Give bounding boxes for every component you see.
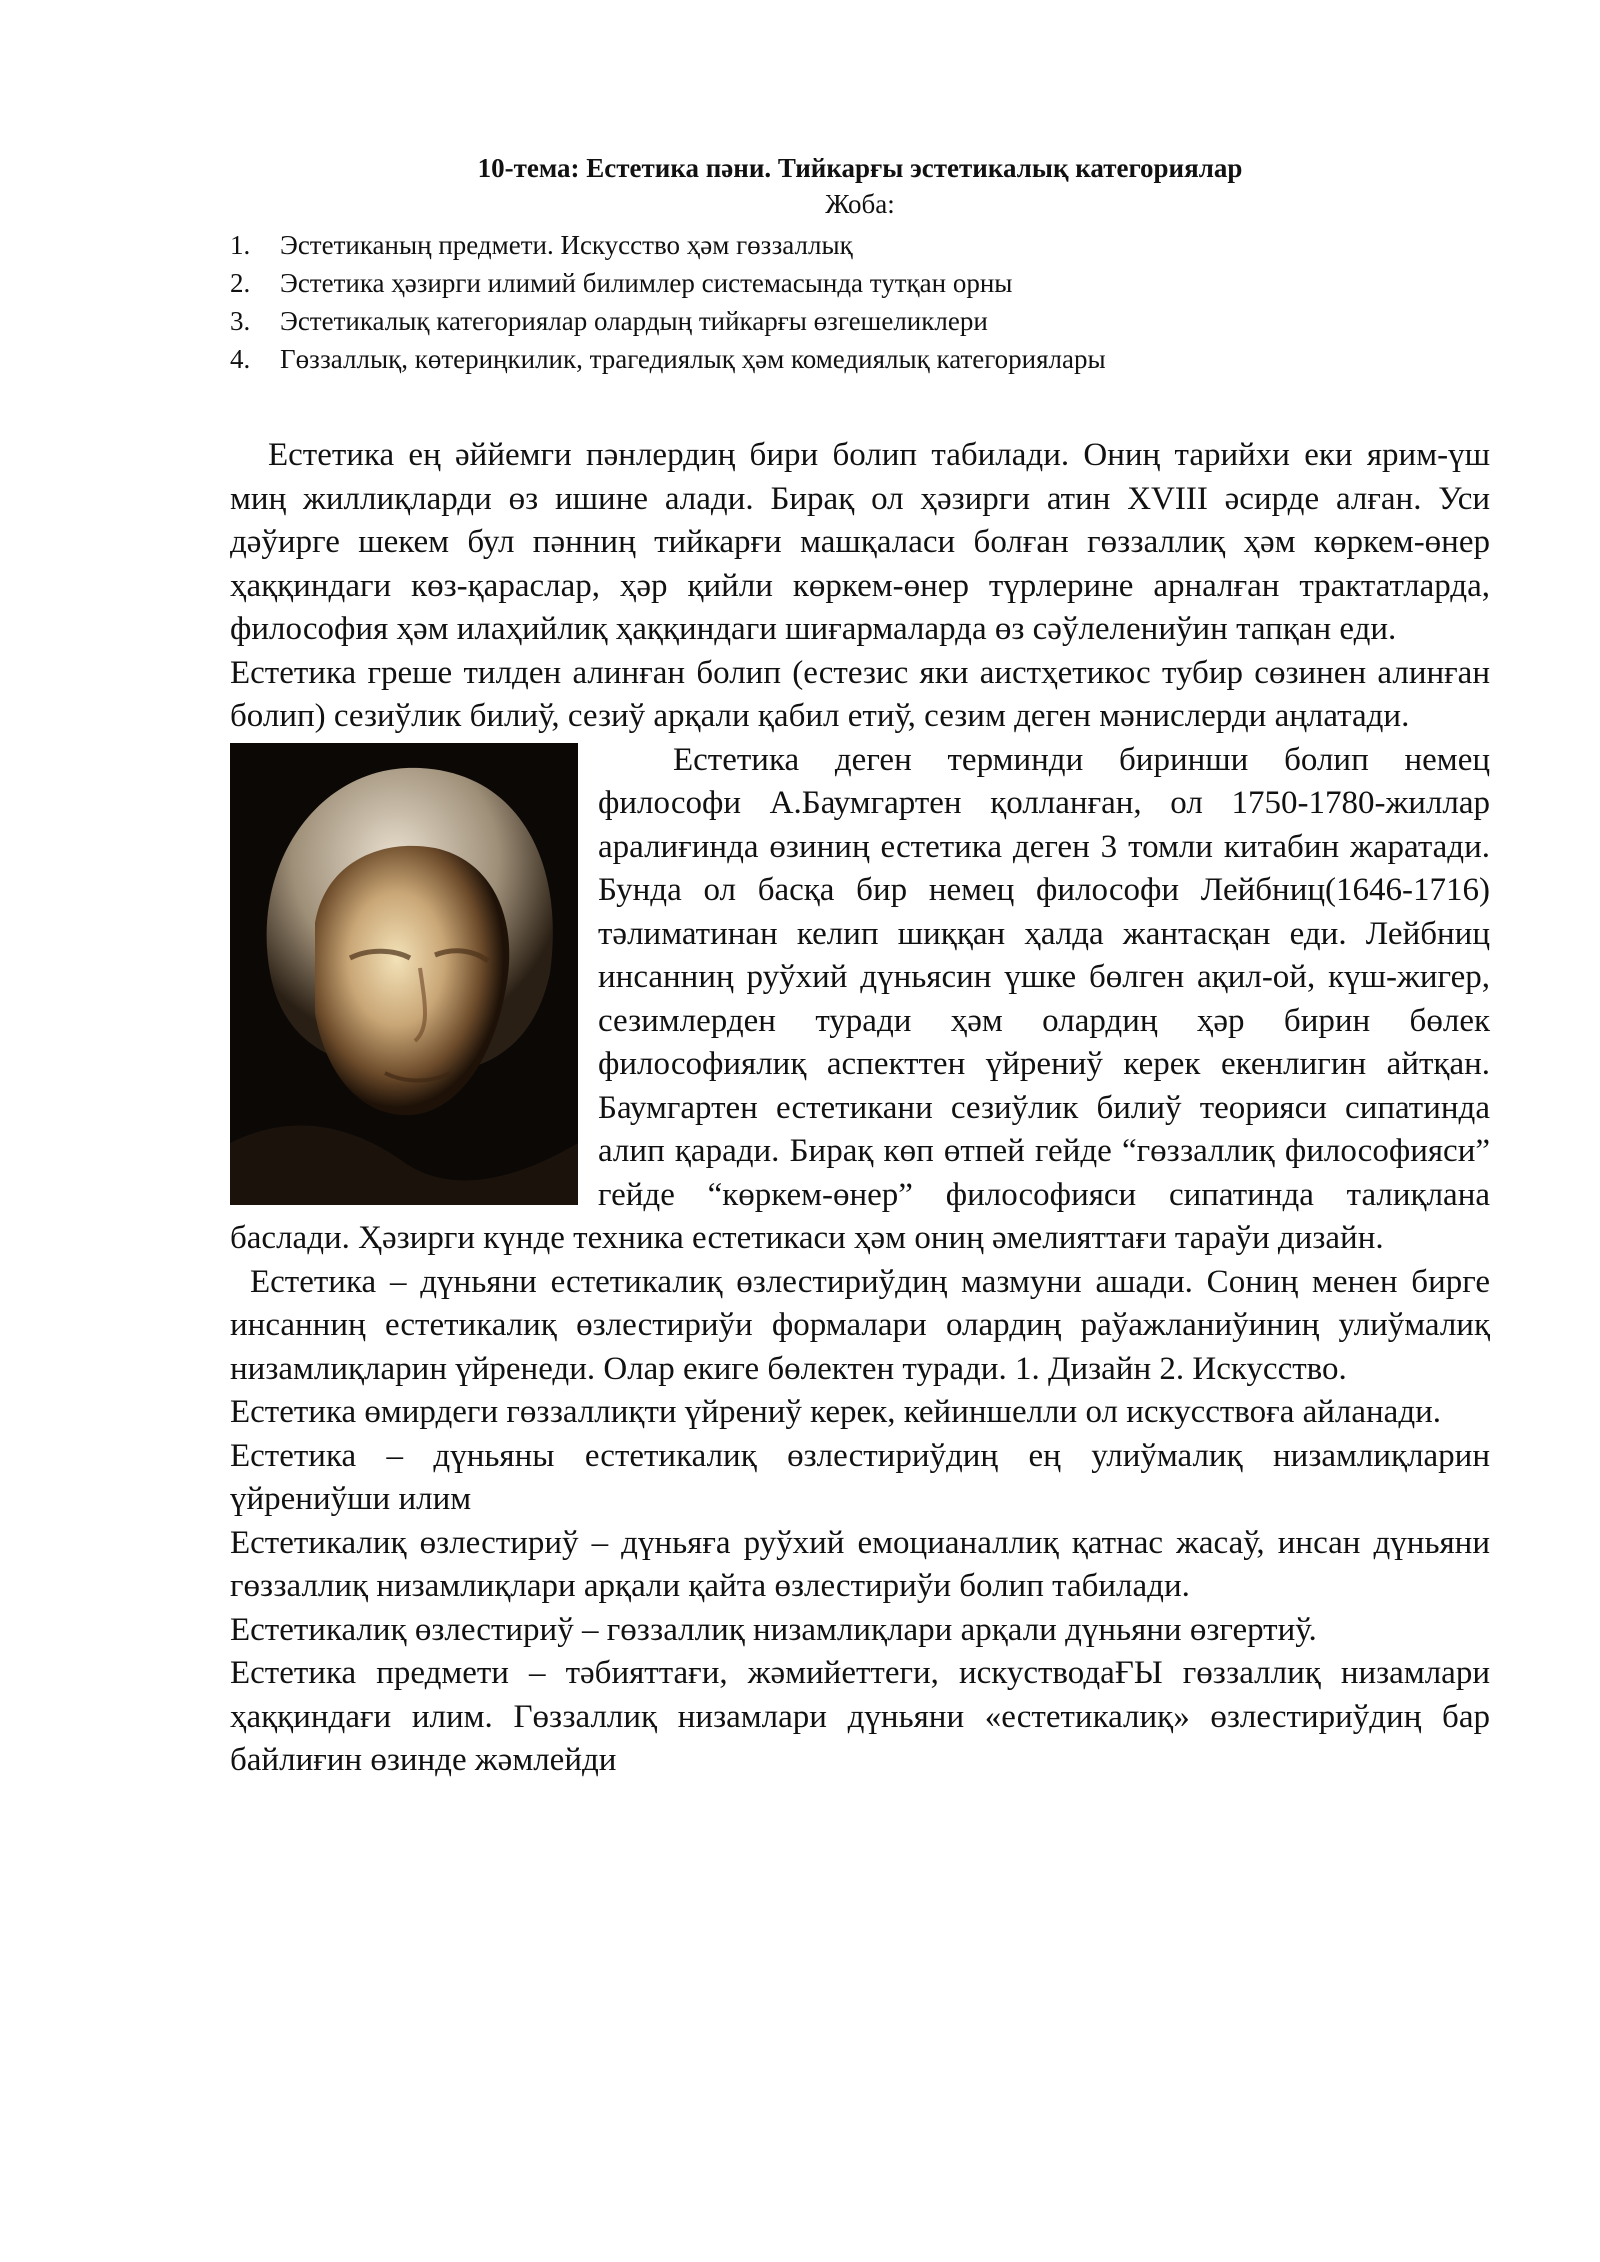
paragraph: Естетика ең әййемги пәнлердиң бири болип табилади. Ониң тарийхи еки ярим-үш миң жиллиқларди өз ишине алади. Бирақ ол ҳәзирги атин XVIII әсирде алған. Уси дәўирге шекем бул пәнниң тийкарғи машқаласи болған гөззаллиқ ҳәм көркем-өнер ҳаққиндаги көз-қараслар, ҳәр қийли көркем-өнер түрлерине арналған трактатларда, философия ҳәм илаҳийлиқ ҳаққиндаги шиғармаларда өз сәўлелениўин тапқан еди. — [230, 437, 1490, 647]
paragraph: Естетикалиқ өзлестириў – дүньяға руўхий емоцианаллиқ қатнас жасаў, инсан дүньяни гөззаллиқ низамлиқлари арқали қайта өзлестириўи болип табилади. — [230, 1524, 1490, 1604]
document-title: 10-тема: Естетика пәни. Тийкарғы эстетикалық категориялар — [477, 153, 1243, 183]
list-item: 4. Гөззаллық, көтериңкилик, трагедиялық ҳәм комедиялық категориялары — [230, 344, 1106, 374]
paragraph: Естетика – дүньяны естетикалиқ өзлестириўдиң ең улиўмалиқ низамлиқларин үйрениўши илим — [230, 1437, 1490, 1517]
portrait-image — [230, 743, 578, 1205]
paragraph: Естетика предмети – тәбияттағи, жәмийеттеги, искуcтводаҒЫ гөззаллиқ низамлари ҳаққиндағи илим. Гөззаллиқ низамлари дүньяни «естетикалиқ» өзлестириўдиң бар байлиғин өзинде жәмлейди — [230, 1655, 1490, 1778]
document-page — [230, 150, 1490, 1783]
paragraph: Естетика греше тилден алинған болип (естезис яки аистҳетикос тубир сөзинен алинған болип) сезиўлик билиў, сезиў арқали қабил етиў, сезим деген мәнислерди аңлатади. — [230, 654, 1490, 734]
paragraph: Естетика өмирдеги гөззаллиқти үйрениў керек, кейиншелли ол искусствоға айланади. — [230, 1394, 1442, 1430]
list-item: 1. Эстетиканың предмети. Искусство ҳәм гөззаллық — [230, 230, 853, 260]
document-body — [230, 434, 1490, 1783]
list-item: 3. Эстетикалық категориялар олардың тийкарғы өзгешеликлери — [230, 306, 988, 336]
paragraph: Естетикалиқ өзлестириў – гөззаллиқ низамлиқлари арқали дүньяни өзгертиў. — [230, 1611, 1317, 1648]
plan-heading: Жоба: — [825, 189, 895, 219]
paragraph: Естетика деген терминди биринши болип немец философи А.Баумгартен қолланған, ол 1750-1780-жиллар аралиғинда өзиниң естетика деген 3 томли китабин жаратади. Бунда ол басқа бир немец философи Лейбниц(1646-1716) тәлиматинан келип шиққан ҳалда жантасқан еди. Лейбниц инсанниң руўхий дүньясин үшке бөлген ақил-ой, күш-жигер, сезимлерден туради ҳәм олардиң ҳәр бирин бөлек философиялиқ аспекттен үйрениў керек екенлигин айтқан. Баумгартен естетикани сезиўлик билиў теорияси сипатинда алип қаради. Бирақ көп өтпей гейде “гөззаллиқ философияси” гейде “көркем-өнер” философияси сипатинда талиқлана баслади. Ҳәзирги күнде техника естетикаси ҳәм ониң әмелияттағи тараўи дизайн. — [230, 741, 1490, 1256]
list-item: 2. Эстетика ҳәзирги илимий билимлер системасында тутқан орны — [230, 268, 1013, 298]
paragraph: Естетика – дүньяни естетикалиқ өзлестириўдиң мазмуни ашади. Сониң менен бирге инсанниң естетикалиқ өзлестириўи формалари олардиң раўажланиўиниң улиўмалиқ низамлиқларин үйренеди. Олар екиге бөлектен туради. 1. Дизайн 2. Искусство. — [230, 1263, 1490, 1387]
plan-list — [230, 226, 1490, 378]
